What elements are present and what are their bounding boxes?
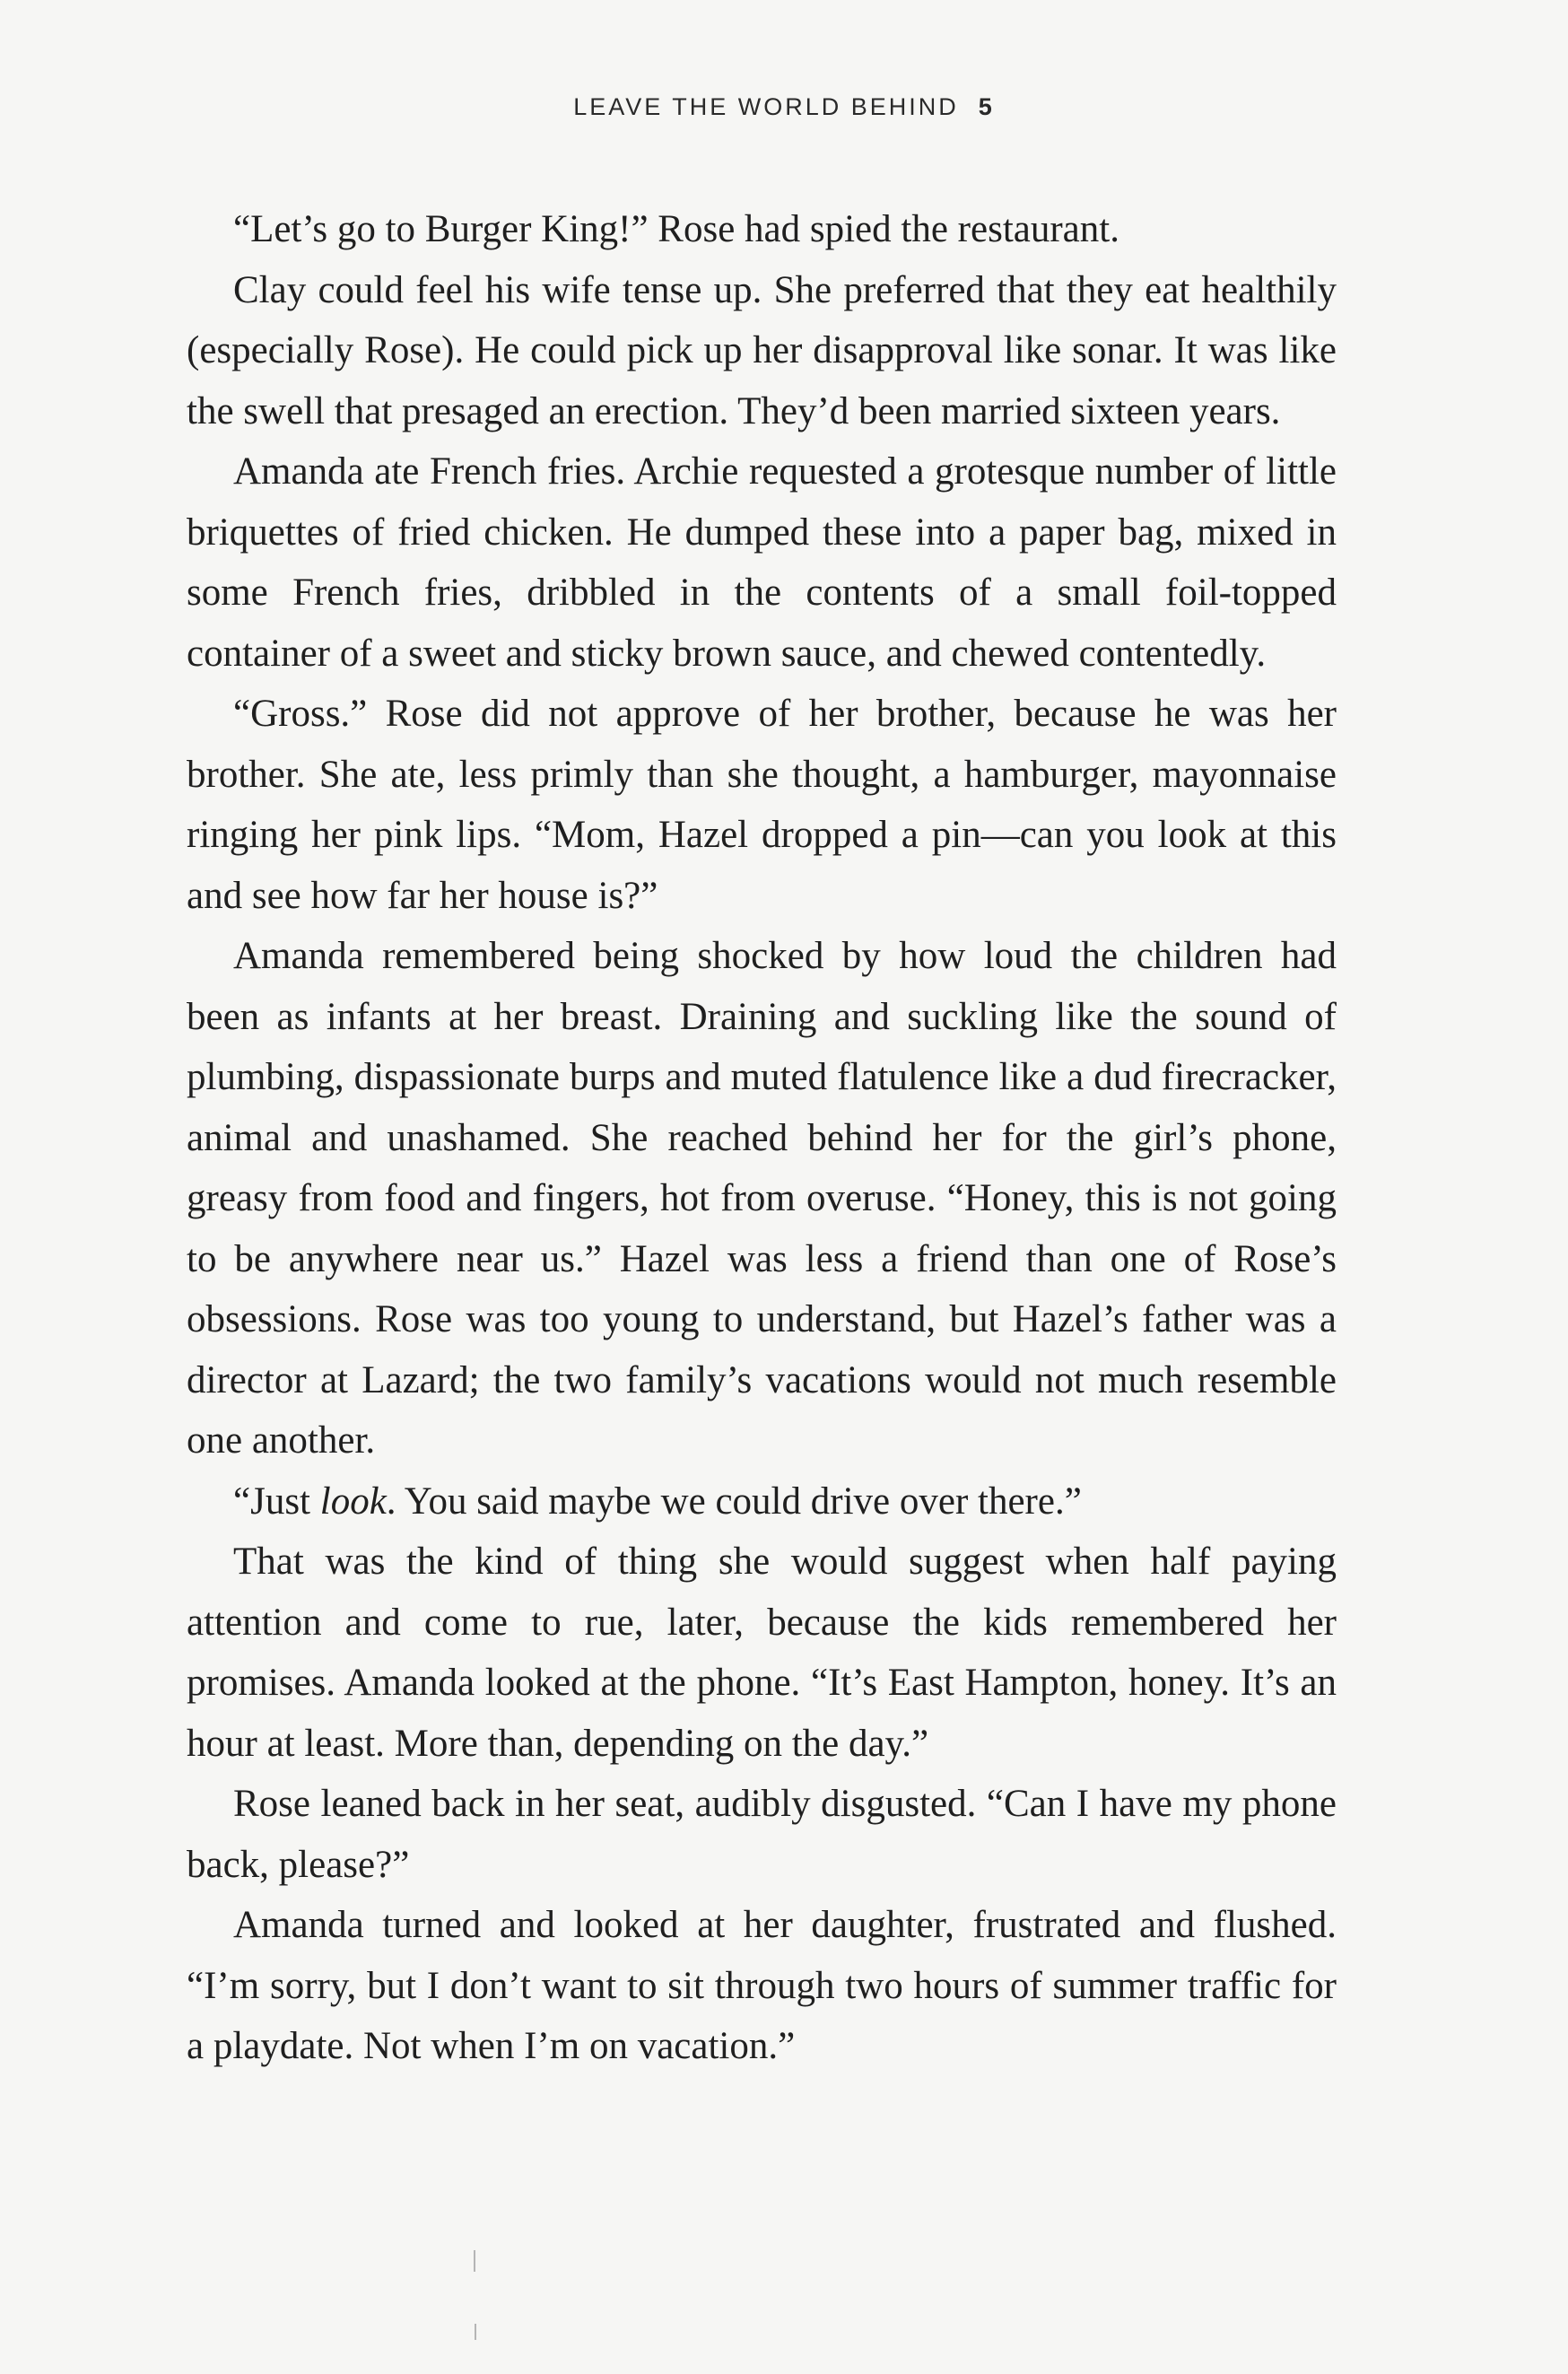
body-text xyxy=(187,199,1337,2077)
paragraph: Amanda remembered being shocked by how loud the children had been as infants at her breast. Draining and suckling like the sound of plumbing, dispassionate burps and muted flatulence like a dud firecracker, animal and unashamed. She reached behind her for the girl’s phone, greasy from food and fingers, hot from overuse. “Honey, this is not going to be anywhere near us.” Hazel was less a friend than one of Rose’s obsessions. Rose was too young to understand, but Hazel’s father was a director at Lazard; the two family’s vacations would not much resemble one another. xyxy=(187,935,1337,1462)
paragraph: Amanda ate French fries. Archie requested a grotesque number of little briquettes of fried chicken. He dumped these into a paper bag, mixed in some French fries, dribbled in the contents of a small foil-topped container of a sweet and sticky brown sauce, and chewed contentedly. xyxy=(187,450,1337,675)
scan-artifact-mark xyxy=(474,2250,475,2272)
paragraph: “Gross.” Rose did not approve of her brother, because he was her brother. She ate, less primly than she thought, a hamburger, mayonnaise ringing her pink lips. “Mom, Hazel dropped a pin—can you look at this and see how far her house is?” xyxy=(187,693,1337,917)
paragraph: Clay could feel his wife tense up. She preferred that they eat healthily (especially Rose). He could pick up her disapproval like sonar. It was like the swell that presaged an erection. They’d been married sixteen years. xyxy=(187,268,1337,432)
paragraph-text: . You said maybe we could drive over there.” xyxy=(386,1479,1082,1523)
italic-emphasis: look xyxy=(319,1479,387,1523)
paragraph: Rose leaned back in her seat, audibly disgusted. “Can I have my phone back, please?” xyxy=(187,1783,1337,1886)
paragraph xyxy=(187,1471,1337,1532)
scan-artifact-mark xyxy=(475,2324,476,2340)
paragraph: That was the kind of thing she would suggest when half paying attention and come to rue, later, because the kids remembered her promises. Amanda looked at the phone. “It’s East Hampton, honey. It’s an hour at least. More than, depending on the day.” xyxy=(187,1540,1337,1765)
running-head-title: LEAVE THE WORLD BEHIND xyxy=(573,93,959,120)
paragraph: “Let’s go to Burger King!” Rose had spied the restaurant. xyxy=(233,208,1119,250)
paragraph-text: “Just xyxy=(233,1479,320,1523)
paragraph: Amanda turned and looked at her daughter, frustrated and flushed. “I’m sorry, but I don’t want to sit through two hours of summer traffic for a playdate. Not when I’m on vacation.” xyxy=(187,1904,1337,2067)
page-number: 5 xyxy=(978,93,995,120)
running-head xyxy=(0,93,1568,121)
